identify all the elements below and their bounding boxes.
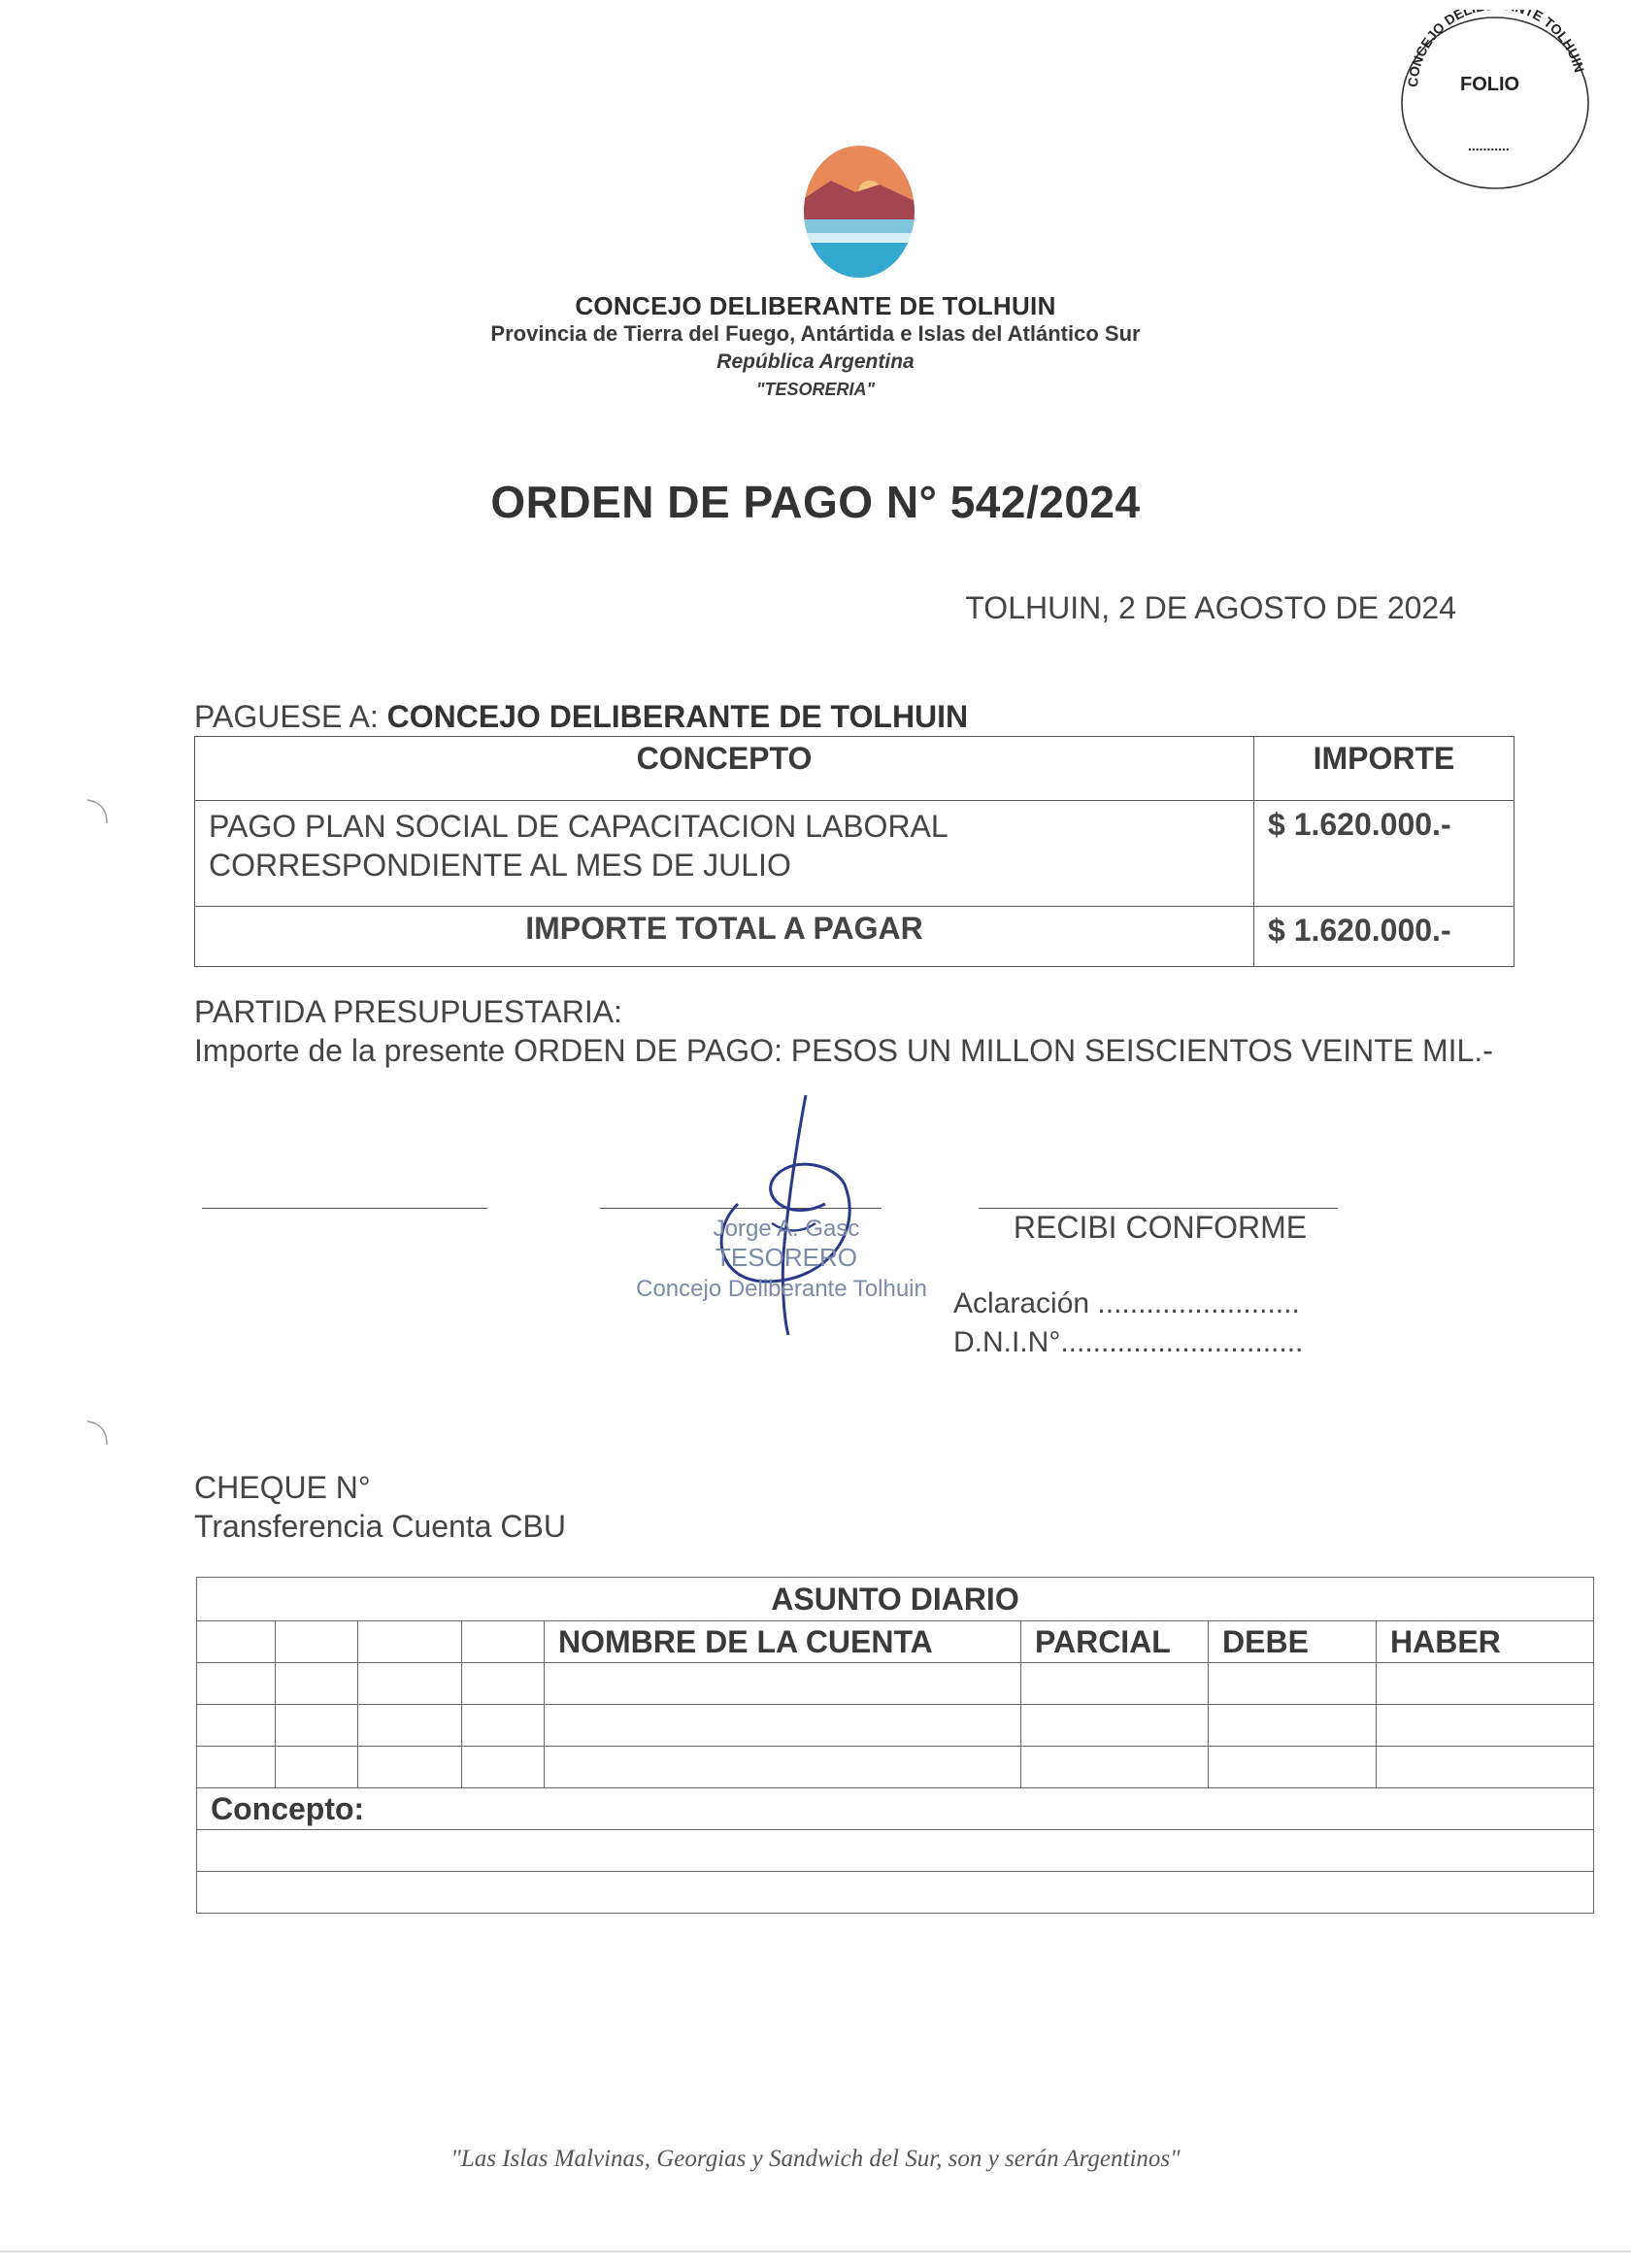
asunto-concepto-line bbox=[197, 1872, 1594, 1914]
document-title: ORDEN DE PAGO N° 542/2024 bbox=[490, 477, 1141, 527]
asunto-concepto-label: Concepto: bbox=[197, 1788, 1594, 1830]
department-name: "TESORERIA" bbox=[755, 380, 876, 399]
dni-field: D.N.I.N°.............................. bbox=[953, 1326, 1304, 1358]
asunto-empty-row bbox=[197, 1663, 1594, 1705]
transfer-label: Transferencia Cuenta CBU bbox=[194, 1509, 566, 1544]
country-name: República Argentina bbox=[716, 350, 915, 373]
scan-mark bbox=[58, 796, 116, 835]
concept-cell bbox=[195, 801, 1254, 907]
payment-total-row bbox=[195, 907, 1514, 967]
concept-line-2: CORRESPONDIENTE AL MES DE JULIO bbox=[209, 848, 791, 883]
asunto-cell bbox=[276, 1621, 358, 1663]
footer-motto: "Las Islas Malvinas, Georgias y Sandwich del Sur, son y serán Argentinos" bbox=[450, 2146, 1181, 2172]
page-edge bbox=[0, 2251, 1631, 2252]
signature-line-1 bbox=[202, 1208, 487, 1209]
signer-role: TESORERO bbox=[716, 1243, 857, 1272]
asunto-cell bbox=[462, 1621, 545, 1663]
stamp-folio-label: FOLIO bbox=[1460, 74, 1520, 95]
payment-table bbox=[194, 736, 1514, 967]
aclaracion-field: Aclaración ......................... bbox=[953, 1287, 1300, 1319]
col-haber: HABER bbox=[1377, 1621, 1594, 1663]
receipt-label: RECIBI CONFORME bbox=[1013, 1210, 1308, 1245]
stamp-ring-text: CONCEJO DEL TE TOLHUIN bbox=[1404, 10, 1588, 88]
signature-line-3 bbox=[979, 1208, 1338, 1209]
col-parcial: PARCIAL bbox=[1021, 1621, 1209, 1663]
folio-stamp bbox=[1390, 10, 1594, 194]
payment-method bbox=[194, 1468, 566, 1546]
province-name: Provincia de Tierra del Fuego, Antártida e Islas del Atlántico Sur bbox=[490, 321, 1141, 346]
asunto-empty-row bbox=[197, 1705, 1594, 1747]
asunto-cell bbox=[358, 1621, 462, 1663]
col-debe: DEBE bbox=[1209, 1621, 1377, 1663]
payee-name: CONCEJO DELIBERANTE DE TOLHUIN bbox=[386, 699, 969, 734]
asunto-empty-row bbox=[197, 1747, 1594, 1788]
signer-name: Jorge A. Gasc bbox=[713, 1216, 860, 1242]
cheque-label: CHEQUE N° bbox=[194, 1470, 371, 1505]
partida-amount-text: Importe de la presente ORDEN DE PAGO: PESOS UN MILLON SEISCIENTOS VEINTE MIL.- bbox=[194, 1033, 1493, 1068]
col-concept-header: CONCEPTO bbox=[195, 737, 1254, 801]
payee-label: PAGUESE A: bbox=[194, 699, 379, 734]
asunto-title: ASUNTO DIARIO bbox=[197, 1578, 1594, 1621]
stamp-folio-number: ........... bbox=[1468, 138, 1510, 153]
payment-table-row bbox=[195, 801, 1514, 907]
total-amount: $ 1.620.000.- bbox=[1254, 907, 1514, 967]
col-nombre-cuenta: NOMBRE DE LA CUENTA bbox=[545, 1621, 1021, 1663]
org-name: CONCEJO DELIBERANTE DE TOLHUIN bbox=[575, 291, 1056, 320]
amount-cell: $ 1.620.000.- bbox=[1254, 801, 1514, 907]
total-label: IMPORTE TOTAL A PAGAR bbox=[195, 907, 1254, 967]
signer-organization: Concejo Deliberante Tolhuin bbox=[636, 1276, 927, 1302]
asunto-concepto-row bbox=[197, 1788, 1594, 1830]
scan-mark bbox=[58, 1418, 116, 1456]
payment-table-header bbox=[195, 737, 1514, 801]
partida-section bbox=[194, 992, 1514, 1070]
document-date: TOLHUIN, 2 DE AGOSTO DE 2024 bbox=[965, 590, 1456, 625]
partida-label: PARTIDA PRESUPUESTARIA: bbox=[194, 994, 622, 1029]
asunto-concepto-line bbox=[197, 1830, 1594, 1872]
asunto-cell bbox=[197, 1621, 276, 1663]
asunto-header-row bbox=[197, 1621, 1594, 1663]
payee-line bbox=[194, 699, 968, 735]
col-amount-header: IMPORTE bbox=[1254, 737, 1514, 801]
council-logo bbox=[802, 144, 916, 280]
asunto-diario-table bbox=[196, 1577, 1594, 1914]
concept-line-1: PAGO PLAN SOCIAL DE CAPACITACION LABORAL bbox=[209, 809, 949, 844]
